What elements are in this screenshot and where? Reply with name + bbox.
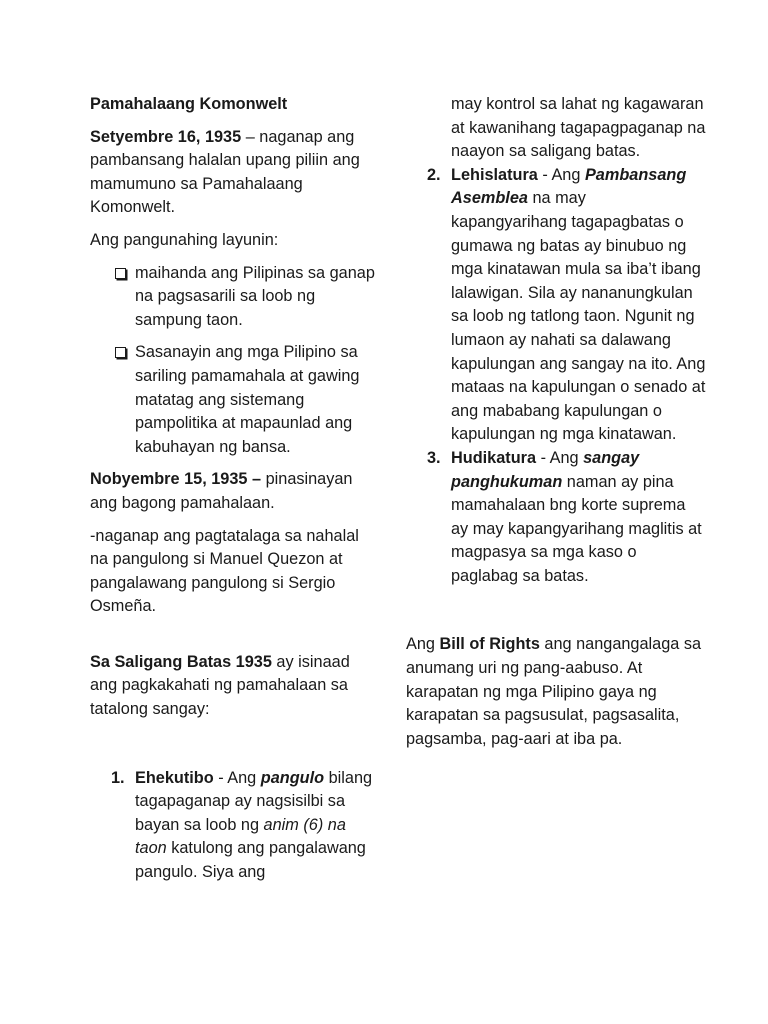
- left-column: [90, 93, 375, 885]
- item-number: 2.: [427, 165, 441, 184]
- list-item-ehekutibo: 1. Ehekutibo - Ang pangulo bilang tagapaganap ay nagsisilbi sa bayan sa loob ng anim (6) na taon katulong ang pangalawang pangulo. Siya ang: [111, 768, 373, 882]
- saligang-batas-label: Sa Saligang Batas 1935: [90, 652, 272, 671]
- date-label: Setyembre 16, 1935: [90, 127, 242, 146]
- item-number: 3.: [427, 448, 441, 467]
- goal-item: maihanda ang Pilipinas sa ganap na pagsasarili sa loob ng sampung taon.: [90, 262, 375, 333]
- goals-list: [90, 262, 375, 460]
- paragraph-saligang-batas: Sa Saligang Batas 1935 ay isinaad ang pagkakahati ng pamahalaan sa tatalong sangay:: [90, 652, 350, 719]
- branch-label: Hudikatura: [451, 448, 537, 467]
- paragraph-halalan: Setyembre 16, 1935 – naganap ang pambansang halalan upang piliin ang mamumuno sa Pamahalaang Komonwelt.: [90, 127, 360, 217]
- right-column: [406, 93, 706, 751]
- branch-label: Ehekutibo: [135, 768, 214, 787]
- paragraph-continuation: may kontrol sa lahat ng kagawaran at kawanihang tagapagpaganap na naayon sa saligang batas.: [451, 95, 706, 161]
- paragraph-bill-of-rights: Ang Bill of Rights ang nangangalaga sa anumang uri ng pang-aabuso. At karapatan ng mga Pilipino gaya ng karapatan sa pagsusulat, pagsasalita, pagsamba, pag-aari at iba pa.: [406, 635, 702, 748]
- paragraph-pinasinayan: Nobyembre 15, 1935 – pinasinayan ang bagong pamahalaan.: [90, 470, 353, 512]
- goal-item: Sasanayin ang mga Pilipino sa sariling pamamahala at gawing matatag ang sistemang pampolitika at mapaunlad ang kabuhayan ng bansa.: [90, 341, 375, 459]
- bill-of-rights-label: Bill of Rights: [439, 635, 540, 654]
- branch-label: Lehislatura: [451, 165, 538, 184]
- checkbox-bullet-icon: [115, 347, 126, 358]
- list-item-lehislatura: 2. Lehislatura - Ang Pambansang Asemblea na may kapangyarihang tagapagbatas o gumawa ng batas ay binubuo ng mga kinatawan mula sa iba’t ibang lalawigan. Sila ay nananungkulan sa loob ng tatlong taon. Ngunit ng lumaon ay nahati sa dalawang kapulungan ang sangay na ito. Ang mataas na kapulungan o senado at ang mababang kapulungan o kapulungan ng mga kinatawan.: [427, 165, 706, 444]
- list-item-hudikatura: 3. Hudikatura - Ang sangay panghukuman naman ay pina mamahalaan bng korte suprema ay may kapangyarihang maglitis at magpasya sa mga kaso o paglabag sa batas.: [427, 448, 702, 585]
- item-number: 1.: [111, 768, 125, 787]
- paragraph-pagtatalaga: -naganap ang pagtatalaga sa nahalal na pangulong si Manuel Quezon at pangalawang pangulong si Sergio Osmeña.: [90, 526, 359, 616]
- document-title: Pamahalaang Komonwelt: [90, 95, 288, 113]
- date-label: Nobyembre 15, 1935 –: [90, 470, 262, 489]
- checkbox-bullet-icon: [115, 268, 126, 279]
- paragraph-layunin-intro: Ang pangunahing layunin:: [90, 230, 279, 249]
